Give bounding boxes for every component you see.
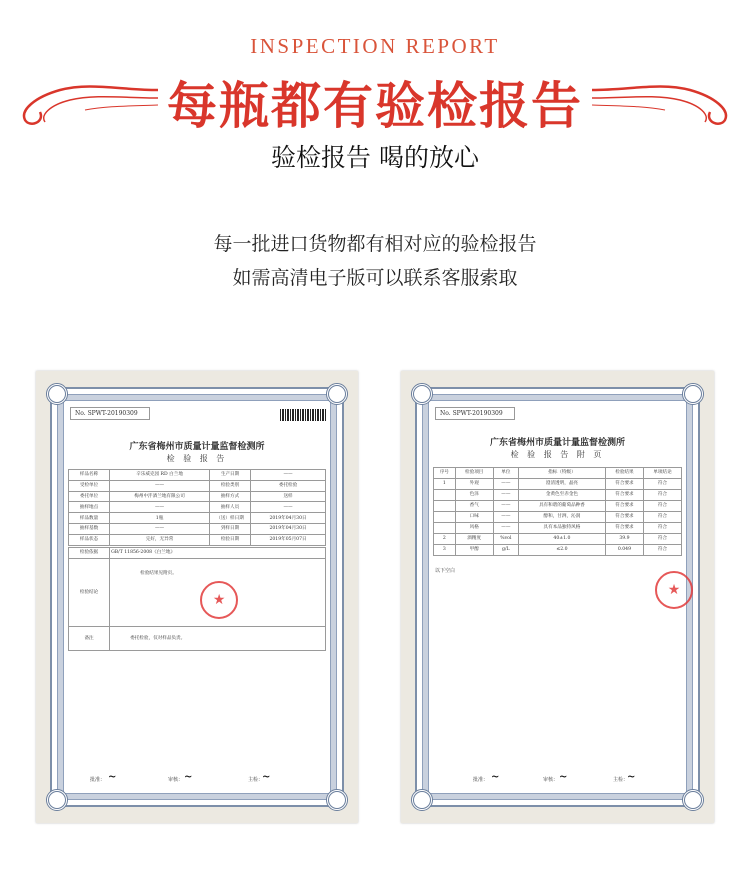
description-line-2: 如需高清电子版可以联系客服索取 bbox=[232, 267, 518, 289]
table-row bbox=[434, 534, 682, 545]
corner-ornament-icon bbox=[682, 383, 704, 405]
table-cell: 外观 bbox=[455, 479, 493, 490]
inspection-report-document bbox=[36, 371, 358, 823]
signature-row bbox=[433, 769, 682, 783]
field-label: 样品名称 bbox=[69, 470, 110, 481]
table-row bbox=[434, 490, 682, 501]
remark-label: 备注 bbox=[69, 627, 110, 651]
signature-row bbox=[68, 769, 326, 783]
approver-label: 批准： bbox=[473, 777, 489, 783]
report-title: 检 验 报 告 bbox=[166, 454, 228, 463]
column-header: 指标（特级） bbox=[518, 468, 605, 479]
report-number: No. SPWT-20190309 bbox=[70, 407, 150, 420]
table-cell bbox=[434, 523, 456, 534]
corner-ornament-icon bbox=[46, 789, 68, 811]
reviewer-signature-icon: ~ bbox=[184, 772, 193, 783]
table-cell: 符合 bbox=[643, 545, 681, 556]
corner-ornament-icon bbox=[411, 383, 433, 405]
table-cell: 2 bbox=[434, 534, 456, 545]
field-value: 送样 bbox=[251, 491, 326, 502]
inspector-label: 主检： bbox=[613, 777, 629, 783]
column-header: 检验结果 bbox=[605, 468, 643, 479]
basis-value: GB/T 11856-2008《白兰地》 bbox=[110, 548, 326, 559]
institute-name: 广东省梅州市质量计量监督检测所 bbox=[489, 438, 625, 448]
table-cell: 酒精度 bbox=[455, 534, 493, 545]
table-row bbox=[69, 513, 326, 524]
blank-below-note: 以下空白 bbox=[435, 568, 456, 574]
table-cell: —— bbox=[493, 479, 518, 490]
field-value: —— bbox=[110, 502, 210, 513]
field-value: —— bbox=[110, 523, 210, 534]
table-row bbox=[69, 480, 326, 491]
table-cell bbox=[434, 490, 456, 501]
field-value: 1瓶 bbox=[110, 513, 210, 524]
inspection-report-attachment-document bbox=[401, 371, 714, 823]
official-stamp-icon: ★ bbox=[200, 581, 238, 619]
table-row bbox=[434, 479, 682, 490]
table-cell: 符合 bbox=[643, 490, 681, 501]
table-row bbox=[434, 512, 682, 523]
field-value: 委托检验 bbox=[251, 480, 326, 491]
approver-signature-icon: ~ bbox=[108, 772, 117, 783]
table-cell: 符合 bbox=[643, 501, 681, 512]
approver-signature-icon: ~ bbox=[491, 772, 500, 783]
field-label: 委托单位 bbox=[69, 491, 110, 502]
official-stamp-icon: ★ bbox=[655, 571, 693, 609]
table-cell: 金黄色至赤金色 bbox=[518, 490, 605, 501]
basis-label: 检验依据 bbox=[69, 548, 110, 559]
inspector-signature-icon: ~ bbox=[627, 772, 636, 783]
reviewer-label: 审核： bbox=[543, 777, 559, 783]
corner-ornament-icon bbox=[46, 383, 68, 405]
cn-title: 每瓶都有验检报告 bbox=[167, 77, 583, 135]
table-cell: 风格 bbox=[455, 523, 493, 534]
table-cell: 符合 bbox=[643, 512, 681, 523]
report-number: No. SPWT-20190309 bbox=[435, 407, 515, 420]
field-label: 抽样基数 bbox=[69, 523, 110, 534]
table-row bbox=[434, 545, 682, 556]
column-header: 序号 bbox=[434, 468, 456, 479]
field-label: 检验日期 bbox=[209, 534, 250, 545]
field-label: （送）样日期 bbox=[209, 513, 250, 524]
barcode-icon bbox=[280, 409, 326, 421]
subtitle: 验检报告 喝的放心 bbox=[271, 143, 479, 172]
field-label: 检验类别 bbox=[209, 480, 250, 491]
table-cell bbox=[434, 501, 456, 512]
table-cell: 1 bbox=[434, 479, 456, 490]
table-row bbox=[69, 470, 326, 481]
conclusion-label: 检验结论 bbox=[69, 559, 110, 627]
corner-ornament-icon bbox=[411, 789, 433, 811]
table-cell: 色泽 bbox=[455, 490, 493, 501]
table-cell bbox=[434, 512, 456, 523]
description-line-1: 每一批进口货物都有相对应的验检报告 bbox=[213, 233, 537, 255]
report-info-table bbox=[68, 469, 326, 546]
table-cell: 40±1.0 bbox=[518, 534, 605, 545]
field-label: 抽样人员 bbox=[209, 502, 250, 513]
corner-ornament-icon bbox=[682, 789, 704, 811]
field-label: 生产日期 bbox=[209, 470, 250, 481]
table-row bbox=[434, 523, 682, 534]
inspector-label: 主检： bbox=[248, 777, 264, 783]
table-cell: 澄清透明，晶亮 bbox=[518, 479, 605, 490]
reviewer-label: 审核： bbox=[168, 777, 184, 783]
report-title: 检 验 报 告 附 页 bbox=[510, 450, 605, 459]
field-value: 2019年05月07日 bbox=[251, 534, 326, 545]
reviewer-signature-icon: ~ bbox=[559, 772, 568, 783]
table-cell: 符合要求 bbox=[605, 490, 643, 501]
field-label: 样品状态 bbox=[69, 534, 110, 545]
field-label: 样品数量 bbox=[69, 513, 110, 524]
column-header: 单项结论 bbox=[643, 468, 681, 479]
table-cell: 0.049 bbox=[605, 545, 643, 556]
remark-value: 委托检验，仅对样品负责。 bbox=[110, 627, 326, 651]
table-cell: 醇和，甘洌，沁润 bbox=[518, 512, 605, 523]
table-cell: 符合要求 bbox=[605, 512, 643, 523]
table-cell: 3 bbox=[434, 545, 456, 556]
table-cell: 符合要求 bbox=[605, 523, 643, 534]
table-cell: —— bbox=[493, 523, 518, 534]
table-cell: 甲醇 bbox=[455, 545, 493, 556]
inspector-signature-icon: ~ bbox=[262, 772, 271, 783]
table-cell: 香气 bbox=[455, 501, 493, 512]
en-title: INSPECTION REPORT bbox=[250, 34, 500, 58]
table-cell: 符合要求 bbox=[605, 479, 643, 490]
table-row bbox=[69, 491, 326, 502]
column-header: 单位 bbox=[493, 468, 518, 479]
results-table bbox=[433, 467, 682, 556]
field-label: 抽样方式 bbox=[209, 491, 250, 502]
table-cell: 符合 bbox=[643, 523, 681, 534]
table-cell: —— bbox=[493, 490, 518, 501]
table-row bbox=[69, 523, 326, 534]
table-cell: ≤2.0 bbox=[518, 545, 605, 556]
field-value: —— bbox=[251, 470, 326, 481]
table-cell: 具有本品独特风格 bbox=[518, 523, 605, 534]
report-detail-table bbox=[68, 547, 326, 651]
certificate-border bbox=[50, 387, 344, 807]
field-value: 2019年04月30日 bbox=[251, 513, 326, 524]
field-value: —— bbox=[110, 480, 210, 491]
corner-ornament-icon bbox=[326, 383, 348, 405]
table-row bbox=[434, 501, 682, 512]
field-value: 完好，无异常 bbox=[110, 534, 210, 545]
corner-ornament-icon bbox=[326, 789, 348, 811]
table-row bbox=[69, 502, 326, 513]
table-cell: 口味 bbox=[455, 512, 493, 523]
certificate-border bbox=[415, 387, 700, 807]
conclusion-text: 检验结果见附页。 bbox=[140, 571, 177, 576]
field-label: 抽样地点 bbox=[69, 502, 110, 513]
column-header: 检验项目 bbox=[455, 468, 493, 479]
table-cell: —— bbox=[493, 512, 518, 523]
table-cell: 具有和谐的葡萄品种香 bbox=[518, 501, 605, 512]
field-label: 到样日期 bbox=[209, 523, 250, 534]
table-cell: —— bbox=[493, 501, 518, 512]
field-value: 辛乐威克园 RD 白兰地 bbox=[110, 470, 210, 481]
table-cell: g/L bbox=[493, 545, 518, 556]
table-cell: 39.9 bbox=[605, 534, 643, 545]
approver-label: 批准： bbox=[90, 777, 106, 783]
field-label: 受检单位 bbox=[69, 480, 110, 491]
field-value: —— bbox=[251, 502, 326, 513]
table-row bbox=[69, 534, 326, 545]
field-value: 2019年04月30日 bbox=[251, 523, 326, 534]
table-cell: %vol bbox=[493, 534, 518, 545]
field-value: 梅州中沣酒兰地有限公司 bbox=[110, 491, 210, 502]
table-cell: 符合 bbox=[643, 479, 681, 490]
institute-name: 广东省梅州市质量计量监督检测所 bbox=[129, 442, 265, 452]
table-cell: 符合要求 bbox=[605, 501, 643, 512]
table-cell: 符合 bbox=[643, 534, 681, 545]
